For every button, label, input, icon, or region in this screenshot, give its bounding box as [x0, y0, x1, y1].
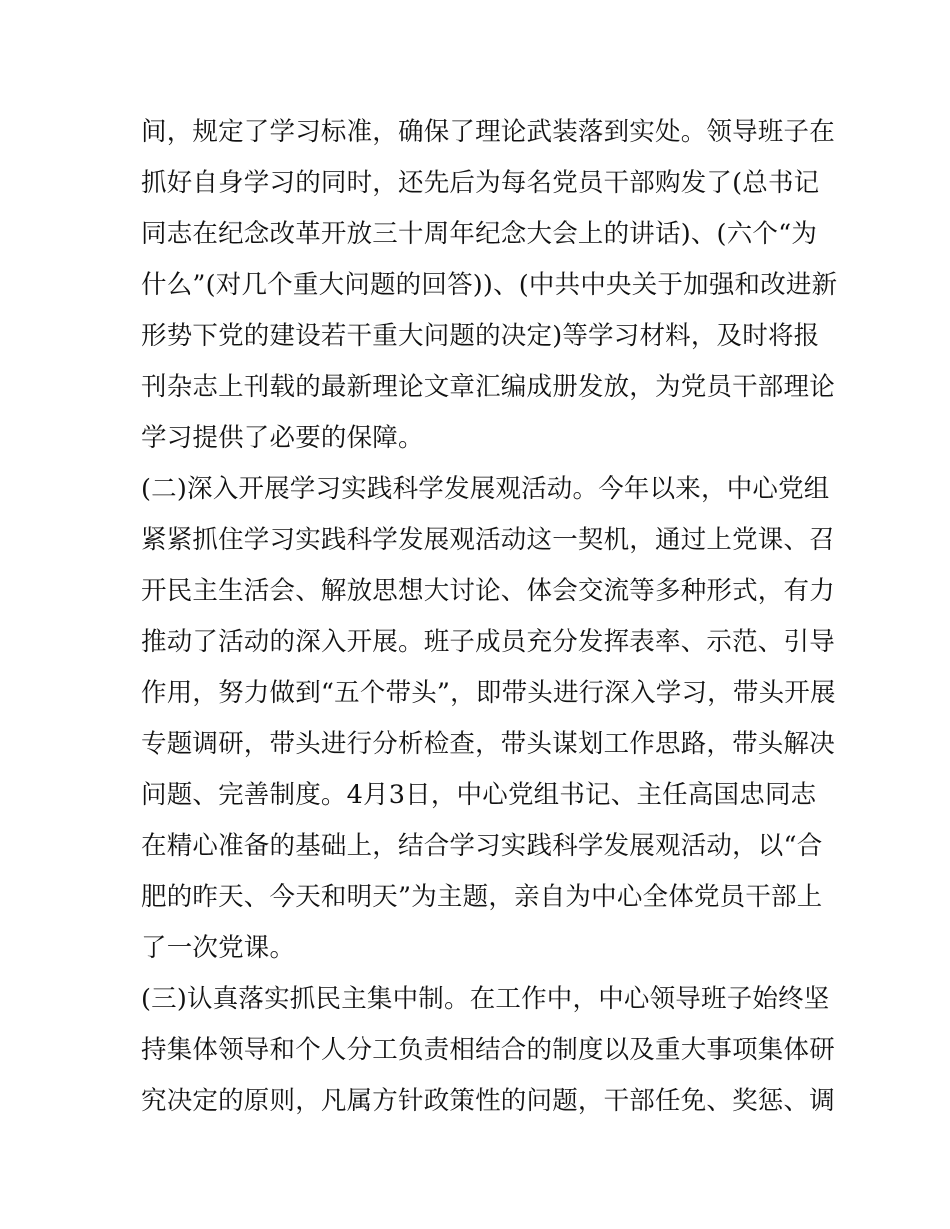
text-line: 开民主生活会、解放思想大讨论、体会交流等多种形式，有力: [141, 576, 835, 606]
text-line: 学习提供了必要的保障。: [141, 423, 424, 453]
text-line: 肥的昨天、今天和明天”为主题，亲自为中心全体党员干部上: [141, 882, 823, 912]
text-line: 专题调研，带头进行分析检查，带头谋划工作思路，带头解决: [141, 729, 835, 759]
text-line: 持集体领导和个人分工负责相结合的制度以及重大事项集体研: [141, 1035, 835, 1065]
text-line: 问题、完善制度。4月3日，中心党组书记、主任高国忠同志: [141, 780, 817, 810]
text-line: 抓好自身学习的同时，还先后为每名党员干部购发了(总书记: [141, 168, 820, 198]
text-line: 究决定的原则，凡属方针政策性的问题，干部任免、奖惩、调: [141, 1086, 835, 1116]
section-heading-line: (二)深入开展学习实践科学发展观活动。今年以来，中心党组: [141, 474, 830, 504]
text-line: 形势下党的建设若干重大问题的决定)等学习材料，及时将报: [141, 321, 820, 351]
text-line: 间，规定了学习标准，确保了理论武装落到实处。领导班子在: [141, 117, 835, 147]
text-line: 推动了活动的深入开展。班子成员充分发挥表率、示范、引导: [141, 627, 835, 657]
text-line: 什么”(对几个重大问题的回答))、(中共中央关于加强和改进新: [141, 270, 838, 300]
text-line: 同志在纪念改革开放三十周年纪念大会上的讲话)、(六个“为: [141, 219, 818, 249]
text-line: 了一次党课。: [141, 933, 296, 963]
document-body: [141, 107, 838, 1127]
text-line: 刊杂志上刊载的最新理论文章汇编成册发放，为党员干部理论: [141, 372, 835, 402]
text-line: 作用，努力做到“五个带头”，即带头进行深入学习，带头开展: [141, 678, 836, 708]
text-line: 在精心准备的基础上，结合学习实践科学发展观活动，以“合: [141, 831, 823, 861]
section-heading-line: (三)认真落实抓民主集中制。在工作中，中心领导班子始终坚: [141, 984, 830, 1014]
text-line: 紧紧抓住学习实践科学发展观活动这一契机，通过上党课、召: [141, 525, 835, 555]
